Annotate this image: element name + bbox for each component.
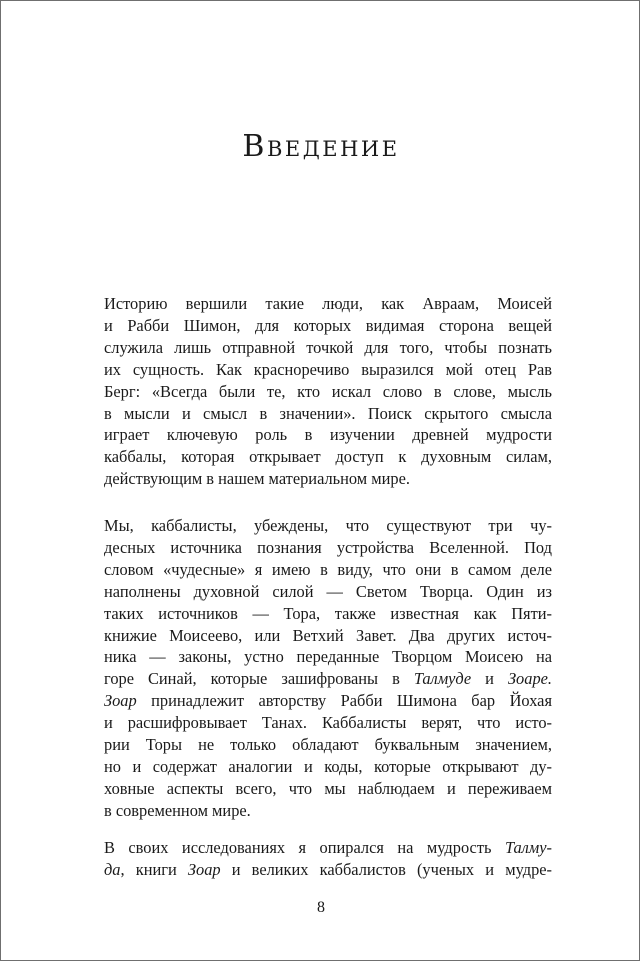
text-line-with-italics: [104, 837, 552, 859]
text-segment: и: [471, 669, 508, 689]
text-line: и Рабби Шимон, для которых видимая сторона вещей: [104, 315, 552, 335]
text-line: наполнены духовной силой — Светом Творца. Один из: [104, 581, 552, 601]
text-line: в современном мире.: [104, 800, 251, 820]
text-line: и расшифровывает Танах. Каббалисты верят, что исто-: [104, 713, 552, 733]
text-line: Мы, каббалисты, убеждены, что существуют три чу-: [104, 516, 552, 535]
paragraph-1: [104, 293, 552, 490]
chapter-title: Введение: [242, 129, 400, 164]
text-segment: В своих исследованиях я опирался на мудрость: [104, 838, 505, 857]
italic-title-talmud: Талмуде: [413, 669, 472, 689]
text-line: ховные аспекты всего, что мы наблюдаем и переживаем: [104, 778, 552, 798]
text-line: служила лишь отправной точкой для того, чтобы познать: [104, 337, 552, 357]
text-line: таких источников — Тора, также известная как Пяти-: [104, 603, 552, 623]
text-line: их сущность. Как красноречиво выразился мой отец Рав: [104, 359, 552, 379]
paragraph-2: [104, 515, 552, 822]
text-line: словом «чудесные» я имею в виду, что они в самом деле: [104, 559, 552, 579]
text-line: десных источника познания устройства Вселенной. Под: [104, 537, 552, 557]
paragraph-3: [104, 837, 552, 881]
text-segment: и великих каббалистов (ученых и мудре-: [220, 859, 553, 879]
italic-title-zohar: Зоар: [187, 859, 221, 879]
page-number: 8: [317, 899, 325, 916]
text-line: Историю вершили такие люди, как Авраам, Моисей: [104, 294, 552, 313]
italic-title-talmud: Талму-: [504, 838, 552, 857]
text-segment: принадлежит авторству Рабби Шимона бар Йохая: [151, 691, 552, 711]
text-line-with-italics: [104, 690, 552, 712]
text-line: рии Торы не только обладают буквальным значением,: [104, 735, 552, 755]
text-line: каббалы, которая открывает доступ к духовным силам,: [104, 447, 552, 467]
text-line: книжие Моисеево, или Ветхий Завет. Два других источ-: [104, 625, 552, 645]
italic-title-talmud: да: [104, 859, 121, 879]
text-line: действующим в нашем материальном мире.: [104, 469, 410, 489]
text-line: ника — законы, устно переданные Творцом Моисею на: [104, 647, 552, 667]
text-line: в мысли и смысл в значении». Поиск скрытого смысла: [104, 403, 552, 423]
text-segment: горе Синай, которые зашифрованы в: [104, 669, 414, 689]
text-line-with-italics: [104, 668, 552, 690]
text-segment: , книги: [120, 859, 188, 879]
text-line: играет ключевую роль в изучении древней мудрости: [104, 425, 552, 445]
text-line: но и содержат аналогии и коды, которые открывают ду-: [104, 756, 552, 776]
italic-title-zohar: Зоар: [104, 691, 137, 711]
text-line: Берг: «Всегда были те, кто искал слово в слове, мысль: [104, 381, 552, 401]
text-line-with-italics: [104, 859, 552, 881]
italic-title-zohar: Зоаре.: [507, 669, 553, 689]
